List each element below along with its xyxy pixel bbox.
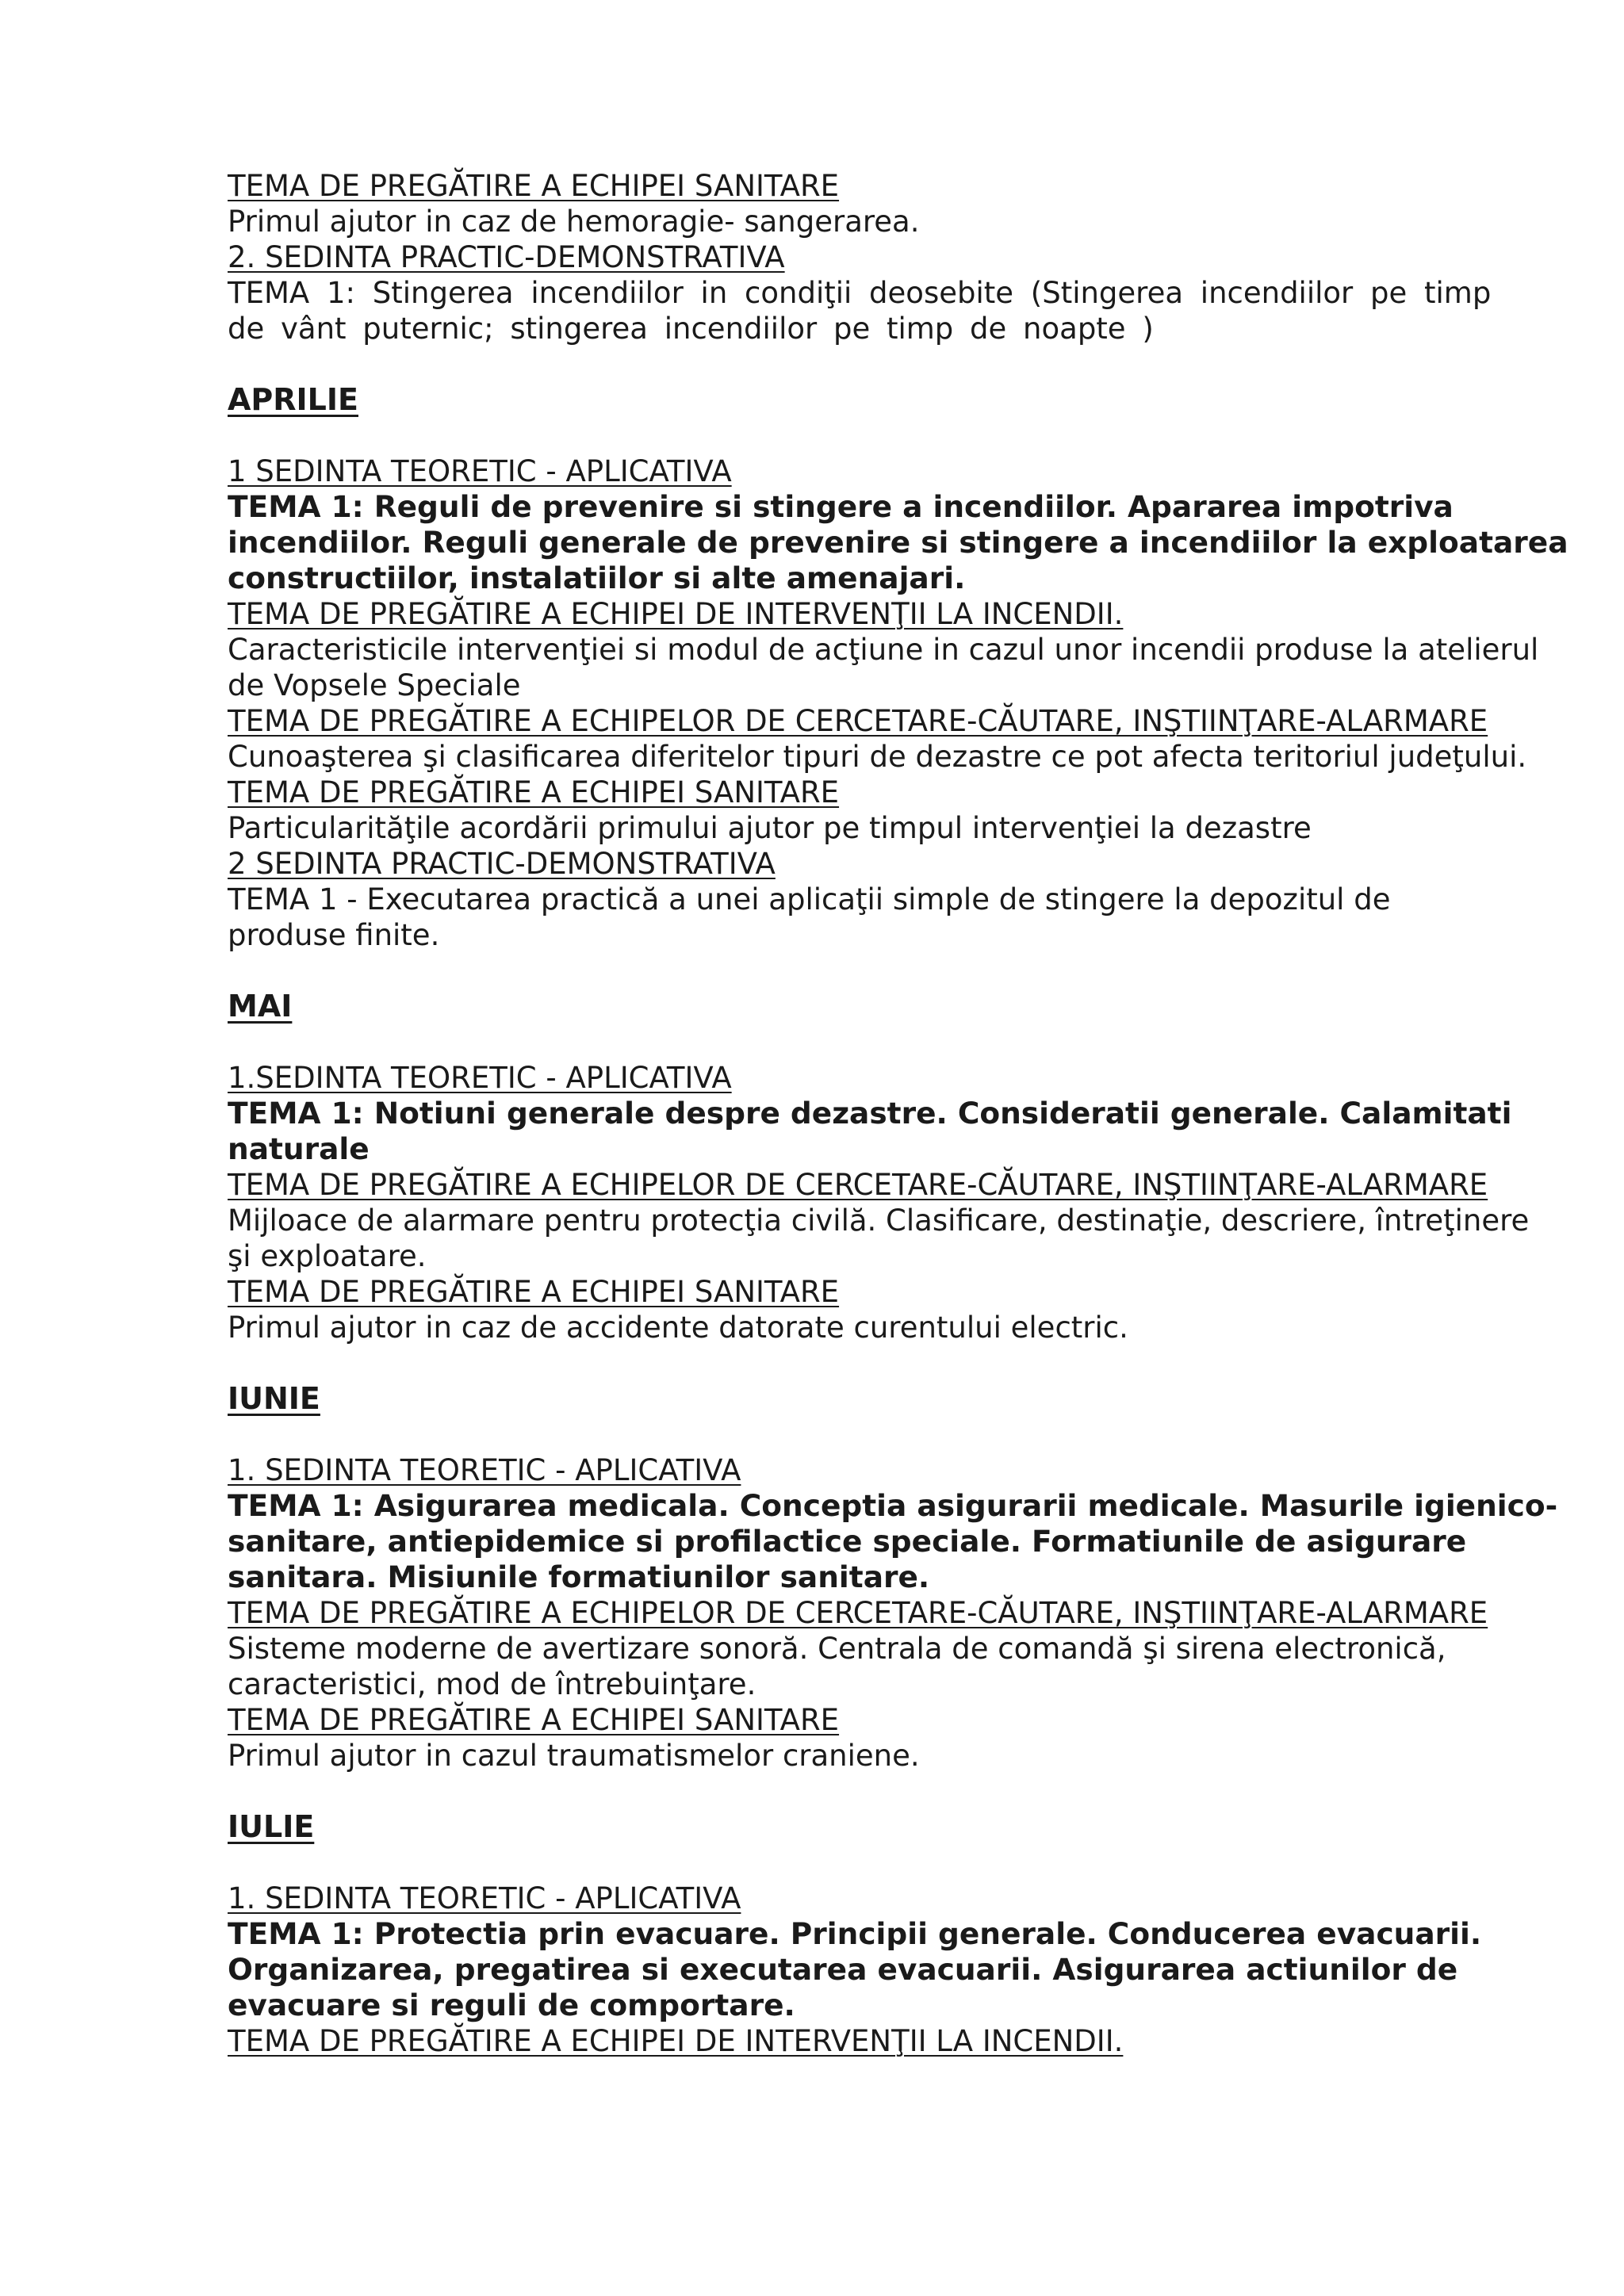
- paragraph-line: caracteristici, mod de întrebuinţare.: [228, 1667, 756, 1701]
- paragraph-line: Primul ajutor in caz de hemoragie- sangerarea.: [228, 205, 920, 239]
- section-heading: TEMA DE PREGĂTIRE A ECHIPELOR DE CERCETARE-CĂUTARE, INŞTIINŢARE-ALARMARE: [228, 704, 1488, 738]
- paragraph-line: Primul ajutor in cazul traumatismelor craniene.: [228, 1739, 920, 1773]
- section-heading: TEMA DE PREGĂTIRE A ECHIPEI DE INTERVENŢII LA INCENDII.: [228, 597, 1124, 631]
- paragraph-line: de vânt puternic; stingerea incendiilor pe timp de noapte ): [228, 312, 1154, 346]
- topic-title: incendiilor. Reguli generale de prevenire si stingere a incendiilor la exploatarea: [228, 525, 1568, 560]
- paragraph-line: produse finite.: [228, 918, 440, 952]
- paragraph-line: Primul ajutor in caz de accidente datorate curentului electric.: [228, 1311, 1128, 1345]
- topic-title: TEMA 1: Reguli de prevenire si stingere a incendiilor. Apararea impotriva: [228, 489, 1454, 524]
- section-heading: TEMA DE PREGĂTIRE A ECHIPEI SANITARE: [228, 775, 840, 809]
- paragraph-line: Cunoaşterea şi clasificarea diferitelor tipuri de dezastre ce pot afecta teritoriul judeţului.: [228, 740, 1527, 774]
- session-heading: 1 SEDINTA TEORETIC - APLICATIVA: [228, 454, 732, 488]
- document-body: [228, 168, 1576, 2059]
- section-heading: TEMA DE PREGĂTIRE A ECHIPEI DE INTERVENŢII LA INCENDII.: [228, 2024, 1124, 2058]
- session-heading: 2. SEDINTA PRACTIC-DEMONSTRATIVA: [228, 240, 785, 274]
- session-heading: 1.SEDINTA TEORETIC - APLICATIVA: [228, 1061, 732, 1095]
- topic-title: naturale: [228, 1131, 370, 1166]
- session-heading: 2 SEDINTA PRACTIC-DEMONSTRATIVA: [228, 847, 776, 881]
- paragraph-line: şi exploatare.: [228, 1239, 427, 1273]
- topic-title: TEMA 1: Protectia prin evacuare. Principii generale. Conducerea evacuarii.: [228, 1916, 1482, 1951]
- topic-title: Organizarea, pregatirea si executarea evacuarii. Asigurarea actiunilor de: [228, 1952, 1458, 1987]
- section-heading: TEMA DE PREGĂTIRE A ECHIPEI SANITARE: [228, 1275, 840, 1309]
- topic-title: sanitare, antiepidemice si profilactice speciale. Formatiunile de asigurare: [228, 1524, 1467, 1559]
- topic-title: TEMA 1: Notiuni generale despre dezastre. Consideratii generale. Calamitati: [228, 1096, 1512, 1131]
- session-heading: 1. SEDINTA TEORETIC - APLICATIVA: [228, 1881, 741, 1915]
- topic-title: sanitara. Misiunile formatiunilor sanitare.: [228, 1559, 930, 1594]
- month-heading-mai: MAI: [228, 989, 293, 1024]
- section-heading: TEMA DE PREGĂTIRE A ECHIPEI SANITARE: [228, 169, 840, 203]
- section-heading: TEMA DE PREGĂTIRE A ECHIPELOR DE CERCETARE-CĂUTARE, INŞTIINŢARE-ALARMARE: [228, 1596, 1488, 1630]
- paragraph-line: de Vopsele Speciale: [228, 668, 521, 702]
- section-heading: TEMA DE PREGĂTIRE A ECHIPELOR DE CERCETARE-CĂUTARE, INŞTIINŢARE-ALARMARE: [228, 1168, 1488, 1202]
- month-heading-aprilie: APRILIE: [228, 382, 358, 417]
- session-heading: 1. SEDINTA TEORETIC - APLICATIVA: [228, 1453, 741, 1487]
- paragraph-line: Caracteristicile intervenţiei si modul de acţiune in cazul unor incendii produse la atelierul: [228, 633, 1539, 667]
- paragraph-line: Particularităţile acordării primului ajutor pe timpul intervenţiei la dezastre: [228, 811, 1312, 845]
- paragraph-line: TEMA 1 - Executarea practică a unei aplicaţii simple de stingere la depozitul de: [228, 882, 1391, 916]
- month-heading-iunie: IUNIE: [228, 1381, 320, 1416]
- paragraph-line: Mijloace de alarmare pentru protecţia civilă. Clasificare, destinaţie, descriere, întreţinere: [228, 1203, 1530, 1238]
- paragraph-line: Sisteme moderne de avertizare sonoră. Centrala de comandă şi sirena electronică,: [228, 1632, 1446, 1666]
- paragraph-line: TEMA 1: Stingerea incendiilor in condiţii deosebite (Stingerea incendiilor pe timp: [228, 276, 1492, 310]
- section-heading: TEMA DE PREGĂTIRE A ECHIPEI SANITARE: [228, 1703, 840, 1737]
- month-heading-iulie: IULIE: [228, 1809, 315, 1844]
- topic-title: constructiilor, instalatiilor si alte amenajari.: [228, 561, 966, 595]
- topic-title: evacuare si reguli de comportare.: [228, 1988, 795, 2022]
- topic-title: TEMA 1: Asigurarea medicala. Conceptia asigurarii medicale. Masurile igienico-: [228, 1488, 1558, 1523]
